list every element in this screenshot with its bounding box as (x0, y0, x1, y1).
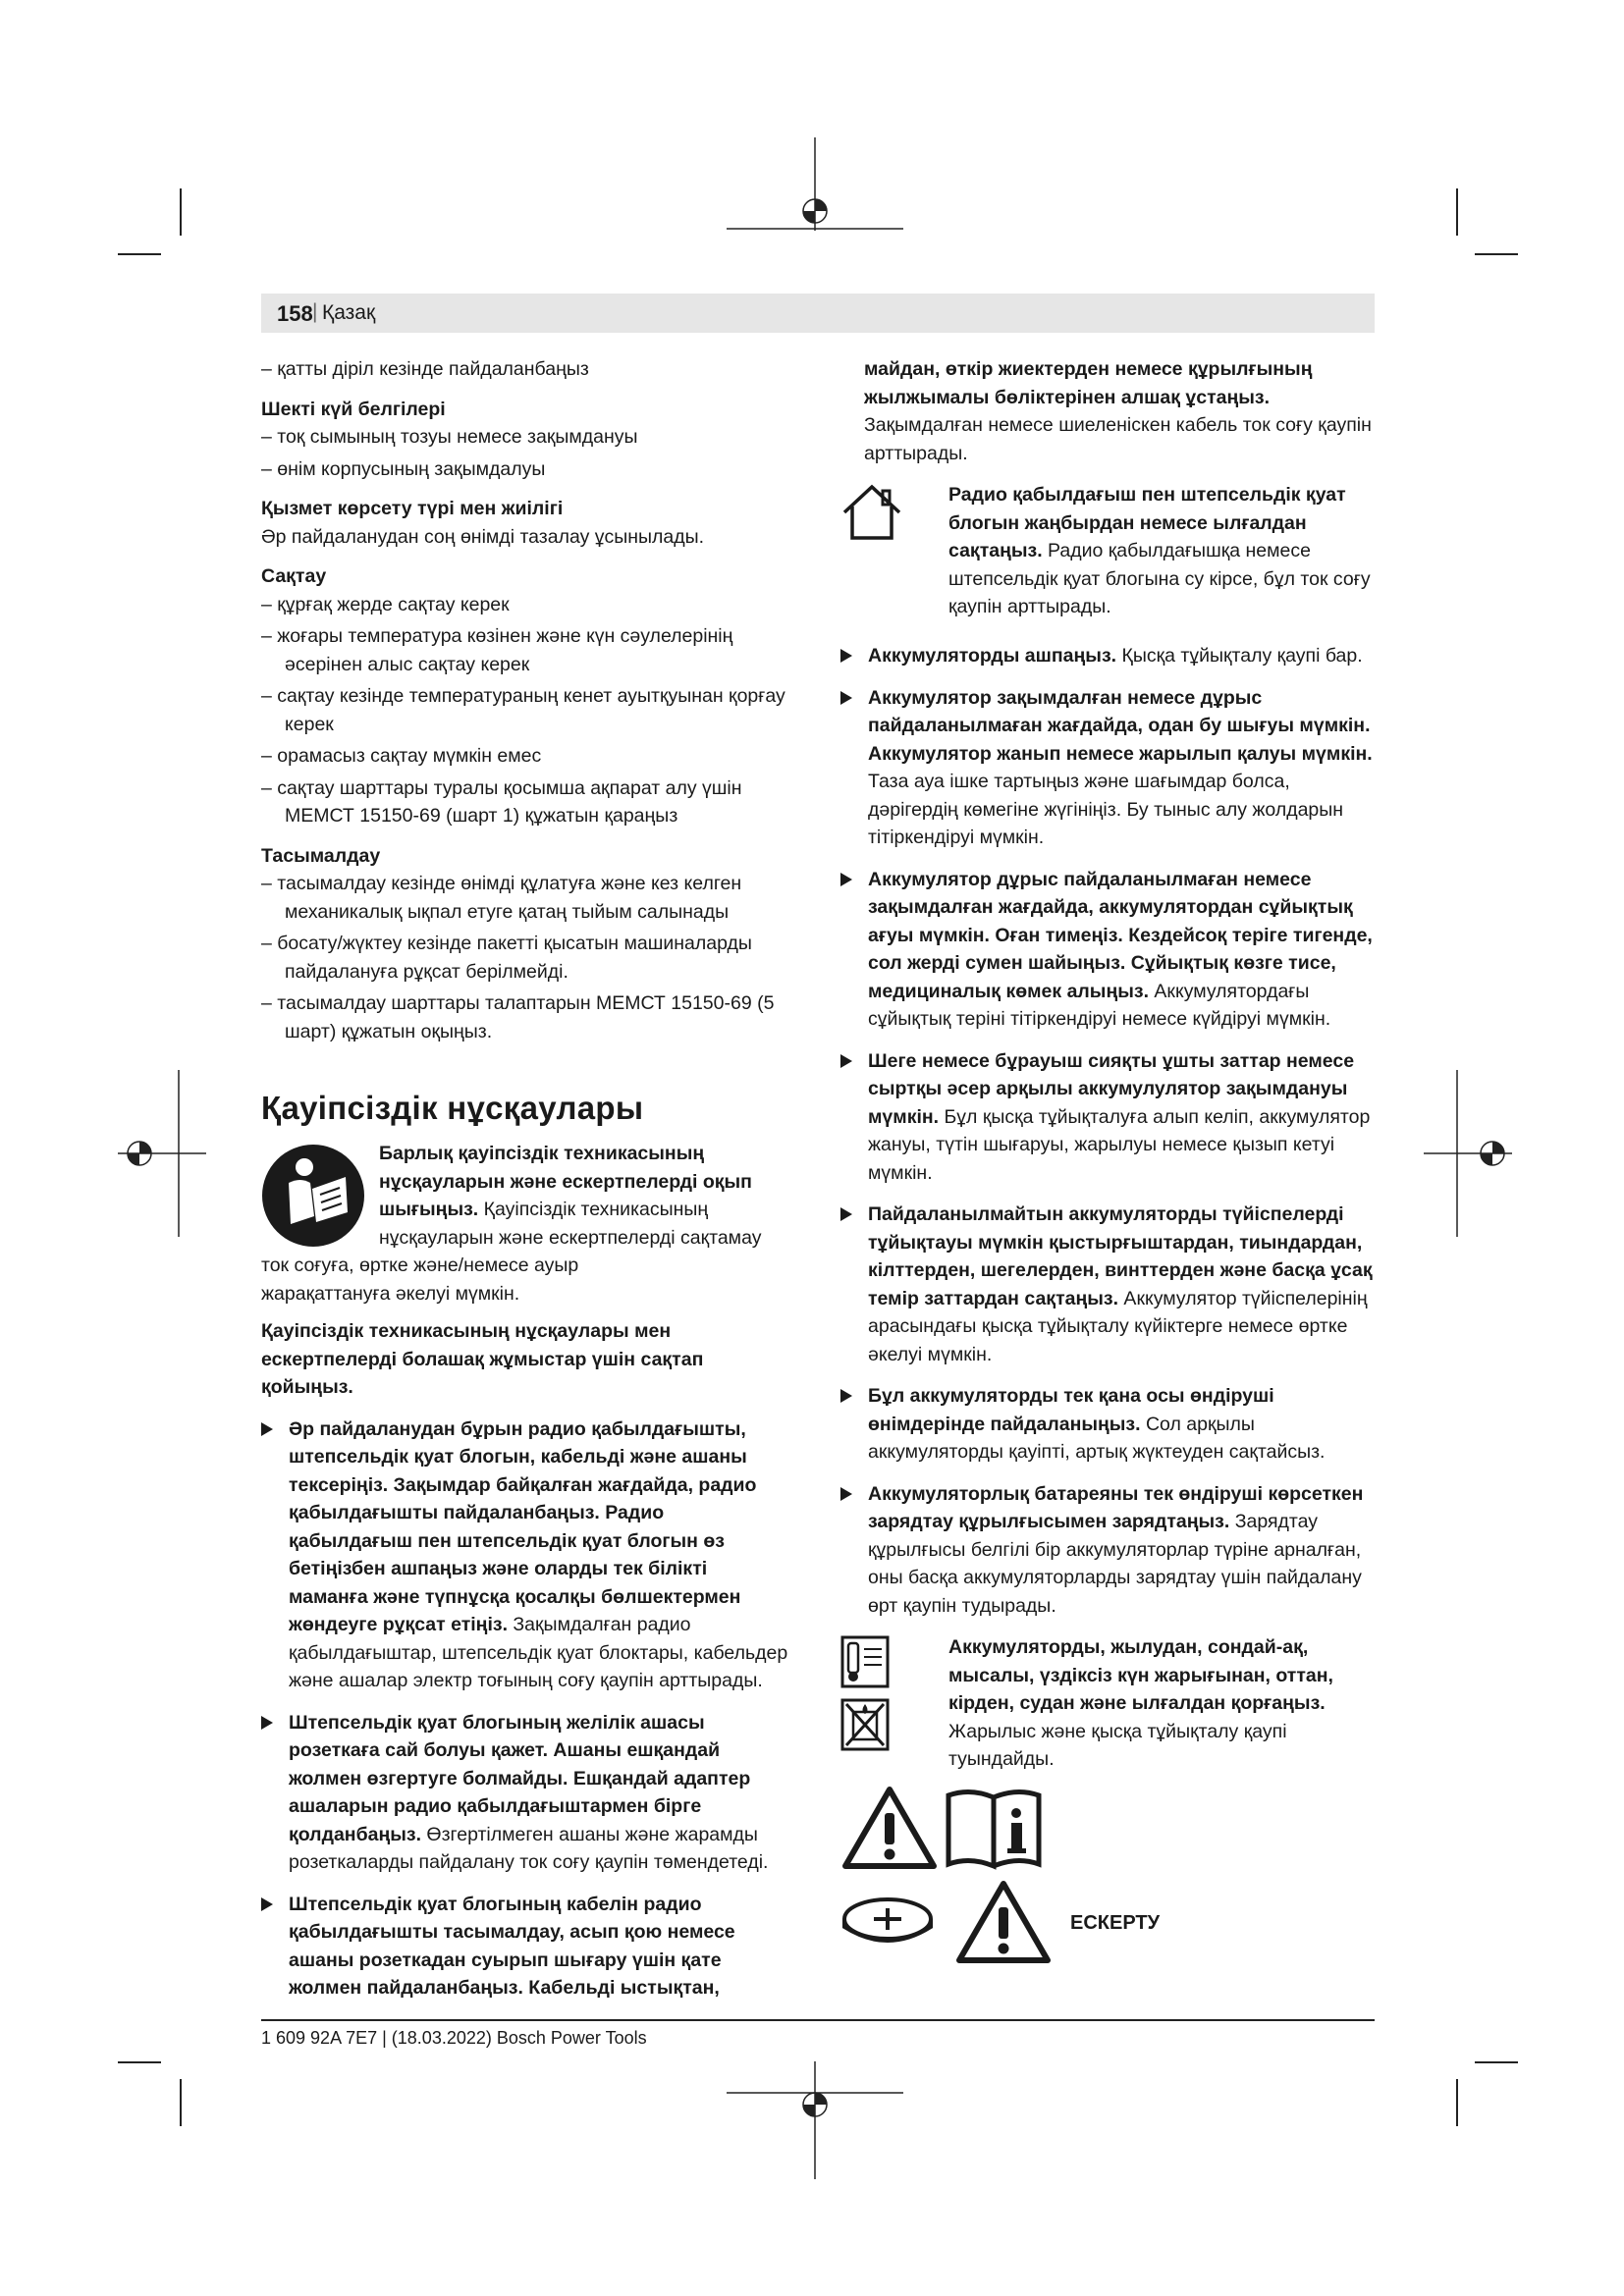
bullet-arrow-icon (840, 1054, 852, 1068)
bullet-arrow-icon (261, 1716, 273, 1730)
warning-triangle-icon (840, 1784, 939, 1872)
bullet-bold: Әр пайдаланудан бұрын радио қабылдағышты, штепсельдік қуат блогын, кабельді және ашаны тексеріңіз. Зақымдар байқалған жағдайда, радио қабылдағышты пайдаланбаңыз. Радио қабылдағыш пен штепсельдік қуат блогын өз бетіңізбен ашпаңыз және оларды тек білікті маманға және түпнұсқа қосалқы бөлшектермен жөндеуге рұқсат етіңіз. (289, 1417, 757, 1635)
bullet-arrow-icon (840, 1389, 852, 1403)
bullet-text: Зарядтау құрылғысы белгілі бір аккумуляторлар түріне арналған, оны басқа аккумуляторларды зарядтау үшін пайдалану өрт қаупін тудырады. (868, 1511, 1362, 1617)
page-language: Қазақ (322, 301, 376, 324)
heat-warning-icon (840, 1635, 890, 1688)
continued-text: Зақымдалған немесе шиеленіскен кабель ток соғу қаупін арттырады. (864, 414, 1372, 464)
no-water-icon (840, 1698, 890, 1751)
bullet-item (261, 1415, 791, 1695)
house-normal: Радио қабылдағышқа немесе штепсельдік қуат блогына су кірсе, бұл ток соғу қаупін арттырады. (948, 540, 1371, 617)
read-manual-block (261, 1140, 791, 1308)
bullet-item (261, 1709, 791, 1877)
crop-mark-tr-h (1475, 253, 1518, 255)
crop-mark-tl-v (180, 188, 182, 236)
keep-instructions: Қауіпсіздік техникасының нұсқаулары мен ескертпелерді болашақ жұмыстар үшін сақтап қойыңыз. (261, 1320, 704, 1398)
bullet-item (840, 1480, 1379, 1621)
bullet-arrow-icon (261, 1897, 273, 1911)
bullet-bold: Пайдаланылмайтын аккумуляторды түйіспелерді тұйықтауы мүмкін қыстырғыштардан, тиындардан, кілттерден, шегелерден, винттерден және басқа ұсақ темір заттардан сақтаңыз. (868, 1203, 1373, 1309)
bullet-text: Қысқа тұйықталу қаупі бар. (1116, 645, 1363, 667)
footer-text: 1 609 92A 7E7 | (18.03.2022) Bosch Power Tools (261, 2028, 647, 2048)
warning-label: ЕСКЕРТУ (1070, 1911, 1161, 1934)
header-separator: | (312, 300, 318, 323)
manual-info-icon (945, 1788, 1043, 1870)
bullet-text: Өзгертілмеген ашаны және жарамды розеткаларды пайдалану ток соғу қаупін төмендетеді. (289, 1823, 769, 1873)
bullet-arrow-icon (840, 649, 852, 663)
storage-item: – сақтау кезінде температураның кенет ауытқуынан қорғау керек (261, 685, 785, 735)
registration-mark-bottom-icon (727, 2061, 903, 2179)
heat-text (948, 1633, 1379, 1774)
bullet-arrow-icon (840, 1487, 852, 1501)
bullet-arrow-icon (840, 1207, 852, 1221)
bullet-text: Таза ауа ішке тартыңыз және шағымдар болса, дәрігердің көмегіне жүгініңіз. Бу тыныс алу жолдарын тітіркендіруі мүмкін. (868, 771, 1344, 848)
bullet-item (840, 684, 1379, 852)
read-manual-icon (261, 1144, 365, 1248)
transport-item: – тасымалдау кезінде өнімді құлатуға және кез келген механикалық ықпал етуге қатаң тыйым салынады (261, 873, 742, 923)
crop-mark-bl-v (180, 2079, 182, 2126)
bullet-item (840, 1047, 1379, 1188)
warning-symbols (840, 1784, 1379, 2000)
heat-normal: Жарылыс және қысқа тұйықталу қаупі туындайды. (948, 1720, 1287, 1770)
bullet-bold: Штепсельдік қуат блогының кабелін радио қабылдағышты тасымалдау, асып қою немесе ашаны розеткадан суырып шығару үшін қате жолмен пайдаланбаңыз. Кабельді ыстықтан, (289, 1893, 735, 1999)
storage-item: – орамасыз сақтау мүмкін емес (261, 745, 542, 767)
storage-item: – сақтау шарттары туралы қосымша ақпарат алу үшін МЕМСТ 15150-69 (шарт 1) құжатын қараңыз (261, 776, 742, 827)
bullet-bold: Аккумуляторлық батареяны тек өндіруші көрсеткен зарядтау құрылғысымен зарядтаңыз. (868, 1482, 1364, 1532)
continued-paragraph (864, 355, 1379, 467)
footer-divider (261, 2019, 1375, 2021)
crop-mark-br-h (1475, 2061, 1518, 2063)
limit-title: Шекті күй белгілері (261, 398, 446, 420)
house-text (948, 481, 1379, 621)
registration-mark-right-icon (1424, 1070, 1512, 1237)
safety-heading: Қауіпсіздік нұсқаулары (261, 1090, 644, 1126)
heat-protection-block (840, 1633, 1379, 1774)
crop-mark-br-v (1456, 2079, 1458, 2126)
service-text: Әр пайдаланудан соң өнімді тазалау ұсынылады. (261, 525, 705, 548)
bullet-bold: Бұл аккумуляторды тек қана осы өндіруші өнімдерінде пайдаланыңыз. (868, 1385, 1274, 1435)
house-block (840, 481, 1379, 628)
bullet-arrow-icon (840, 873, 852, 886)
bullet-bold: Аккумуляторды ашпаңыз. (868, 645, 1117, 667)
bullet-bold: Штепсельдік қуат блогының желілік ашасы розеткаға сай болуы қажет. Ашаны ешқандай жолмен өзгертуге болмайды. Ешқандай адаптер ашаларын радио қабылдағыштармен бірге қолданбаңыз. (289, 1711, 751, 1845)
bullet-text: Бұл қысқа тұйықталуға алып келіп, аккумулятор жануы, түтін шығаруы, жарылуы немесе қызып кетуі мүмкін. (868, 1105, 1371, 1184)
bullet-bold: Аккумулятор дұрыс пайдаланылмаған немесе зақымдалған жағдайда, аккумулятордан сұйықтық ағуы мүмкін. Оған тимеңіз. Кездейсоқ терігe тигенде, сол жерді сумен шайыңыз. Сұйықтық көзге тисе, медициналық көмек алыңыз. (868, 868, 1373, 1002)
bullet-arrow-icon (840, 691, 852, 705)
crop-mark-tr-v (1456, 188, 1458, 236)
transport-item: – тасымалдау шарттары талаптарын МЕМСТ 15150-69 (5 шарт) құжатын оқыңыз. (261, 992, 775, 1042)
registration-mark-top-icon (727, 137, 903, 255)
read-manual-bold: Барлық қауіпсіздік техникасының нұсқауларын және ескертпелерді оқып шығыңыз. (379, 1143, 752, 1220)
bullet-item (840, 866, 1379, 1034)
bullet-text: Сол арқылы аккумуляторды қауіпті, артық жүктеуден сақтайсыз. (868, 1413, 1326, 1463)
bullet-item (840, 1201, 1379, 1368)
bullet-bold: Аккумулятор зақымдалған немесе дұрыс пайдаланылмаған жағдайда, одан бу шығуы мүмкін. Аккумулятор жанып немесе жарылып қалуы мүмкін. (868, 686, 1373, 765)
storage-item: – жоғары температура көзінен және күн сәулелерінің әсерінен алыс сақтау керек (261, 625, 733, 675)
bullet-bold: Шеге немесе бұрауыш сияқты ұшты заттар немесе сыртқы әсер арқылы аккумулулятор зақымдануы мүмкін. (868, 1049, 1355, 1128)
house-bold: Радио қабылдағыш пен штепсельдік қуат блогын жаңбырдан немесе ылғалдан сақтаңыз. (948, 484, 1346, 561)
warning-triangle-small-icon (954, 1878, 1053, 1966)
page-header (261, 294, 1375, 333)
house-indoor-icon (840, 483, 903, 542)
crop-mark-tl-h (118, 253, 161, 255)
storage-item: – құрғақ жерде сақтау керек (261, 593, 510, 615)
limit-item: – өнім корпусының зақымдалуы (261, 457, 546, 480)
bullet-arrow-icon (261, 1422, 273, 1436)
bullet-item (261, 1891, 791, 2002)
bullet-text: Аккумулятор түйіспелерінің арасындағы қысқа тұйықталу күйіктерге немесе өртке әкелуі мүмкін. (868, 1287, 1368, 1365)
transport-item: – босату/жүктеу кезінде пакетті қысатын машиналарды пайдалануға рұқсат берілмейді. (261, 933, 752, 983)
storage-title: Сақтау (261, 565, 327, 587)
bullet-text: Зақымдалған радио қабылдағыштар, штепсельдік қуат блоктары, кабельдер және ашалар электр тоғының соғу қаупін арттырады. (289, 1614, 788, 1691)
read-manual-cont: жарақаттануға әкелуі мүмкін. (261, 1282, 520, 1305)
continued-bold: майдан, өткір жиектерден немесе құрылғының жылжымалы бөліктерінен алшақ ұстаңыз. (864, 358, 1313, 408)
bullet-text: Аккумулятордағы сұйықтық теріні тітіркендіруі немесе күйдіруі мүмкін. (868, 980, 1331, 1030)
heat-bold: Аккумуляторды, жылудан, сондай-ақ, мысалы, үздіксіз күн жарығынан, оттан, кірден, судан және ылғалдан қорғаңыз. (948, 1636, 1333, 1714)
left-column (261, 355, 791, 2016)
service-title: Қызмет көрсету түрі мен жиілігі (261, 498, 564, 519)
page-number: 158 (277, 301, 313, 326)
right-column (840, 355, 1379, 2000)
vibration-line: – қатты діріл кезінде пайдаланбаңыз (261, 358, 589, 380)
transport-title: Тасымалдау (261, 844, 381, 867)
crop-mark-bl-h (118, 2061, 161, 2063)
coin-battery-icon (840, 1894, 935, 1952)
registration-mark-left-icon (118, 1070, 206, 1237)
limit-item: – тоқ сымының тозуы немесе зақымдануы (261, 426, 638, 448)
bullet-item (840, 642, 1379, 670)
bullet-item (840, 1382, 1379, 1467)
read-manual-normal: Қауіпсіздік техникасының нұсқауларын және ескертпелерді сақтамау ток соғуға, өртке және/немесе ауыр (261, 1199, 762, 1276)
